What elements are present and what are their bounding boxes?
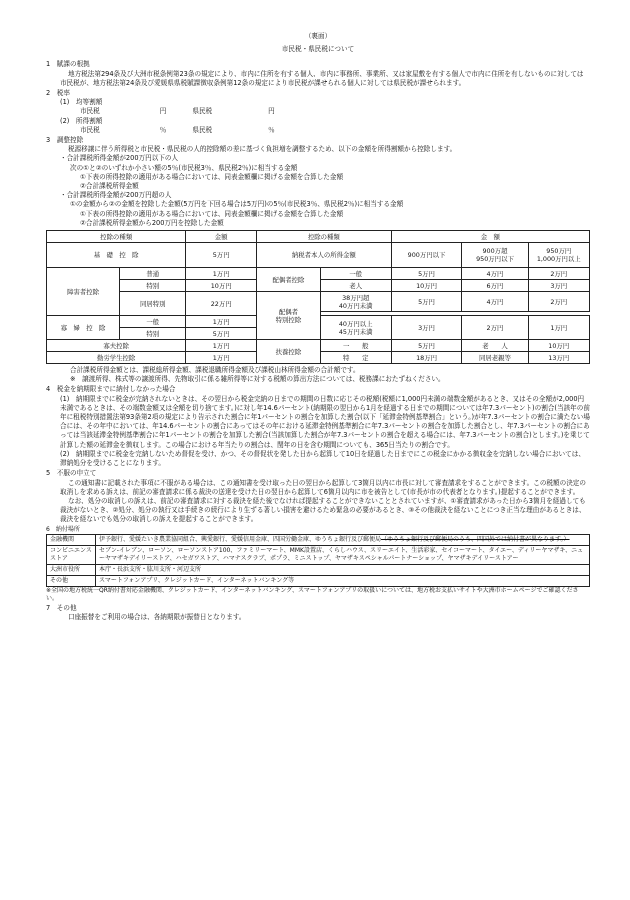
s3-a-2: ①下表の所得控除の適用がある場合においては、同表金額欄に掲げる金額を合算した金額 xyxy=(80,172,344,181)
side-label: （裏面） xyxy=(304,32,332,40)
s3-b-3: ②合計課税所得金額から200万円を控除した金額 xyxy=(80,218,224,227)
table-row: 寡 婦 控 除 一般 1万円 40万円以上 45万円未満 3万円 2万円 1万円 xyxy=(47,316,590,328)
payment-places-table xyxy=(46,534,590,587)
s3-body: 税源移譲に伴う所得税と市民税・県民税の人的控除額の差に基づく負担増を調整するため、以下の金額を所得割額から控除します。 xyxy=(68,145,457,154)
s3-b-1: ①の金額から②の金額を控除した金額(5万円を下回る場合は5万円)の5％(市民税3％、県民税2％)に相当する金額 xyxy=(70,200,404,209)
table-row: 寡夫控除 1万円 扶養控除 一 般 5万円 老 人 10万円 xyxy=(47,340,590,352)
table-row: 金融機関 伊予銀行、愛媛たいき農業協同組合、興愛銀行、愛媛信用金庫、四国労働金庫、ゆうちょ銀行及び郵便局（ゆうちょ銀行及び郵便局のうち、四国外では納付書が異なります。） xyxy=(47,534,590,545)
note-2: ※ 譲渡所得、株式等の譲渡所得、先物取引に係る雑所得等に対する税額の算出方法については、税務課におたずねください。 xyxy=(70,375,445,384)
s3-b-head: ・合計課税所得金額が200万円超の人 xyxy=(60,191,172,200)
s2-p1: (1) 均等割額 xyxy=(60,98,103,107)
s3-b-2: ①下表の所得控除の適用がある場合においては、同表金額欄に掲げる金額を合算した金額 xyxy=(80,209,344,218)
s4-heading: 4 税金を納期限までに納付しなかった場合 xyxy=(46,385,176,394)
note-1: 合計課税所得金額とは、課税総所得金額、課税退職所得金額及び課税山林所得金額の合計額です。 xyxy=(70,366,360,375)
s7-body: 口座振替をご利用の場合は、各納期限が振替日となります。 xyxy=(68,612,246,621)
page-title: 市民税・県民税について xyxy=(281,45,355,54)
s2-p2: (2) 所得割額 xyxy=(60,116,103,125)
s6-heading: 6 納付場所 xyxy=(46,525,80,533)
s1-body: 地方税法第294条及び大洲市税条例第23条の規定により、市内に住所を有する個人、市内に事務所、事業所、又は家屋敷を有する個人で市内に住所を有しないものに対しては市民税が、地方税法第24条及び愛媛県県税賦課徴収条例第12条の規定により市民税が課せられる個人に対しては県民税が課せられます。 xyxy=(60,69,584,87)
s3-a-3: ②合計課税所得金額 xyxy=(80,182,139,191)
table-row: 大洲市役所 本庁・長浜支所・肱川支所・河辺支所 xyxy=(47,564,590,575)
table-row: その他 スマートフォンアプリ、クレジットカード、インターネットバンキング等 xyxy=(47,575,590,586)
s5-p2: なお、処分の取消しの訴えは、前記の審査請求に対する裁決を経た後でなければ提起することができないこととされていますが、①審査請求があった日から3箇月を経過しても裁決がないとき、②処分、処分の執行又は手続きの続行により生ずる著しい損害を避けるため緊急の必要があるとき、③その他裁決を経ないことにつき正当な理由があるときは、裁決を経ないでも処分の取消しの訴えを提起することができます。 xyxy=(60,496,586,524)
s2-p2-row: 市民税 ％ 県民税 ％ xyxy=(80,125,275,134)
s2-heading: 2 税率 xyxy=(46,89,70,98)
table-row: 勤労学生控除 1万円 特 定 18万円 同居老親等 13万円 xyxy=(47,352,590,364)
table-row: 控除の種類 金額 控除の種類 金 額 xyxy=(47,231,590,243)
deduction-table xyxy=(46,230,590,364)
s7-heading: 7 その他 xyxy=(46,603,77,612)
table-row: 基 礎 控 除 5万円 納税者本人の所得金額 900万円以下 900万超 950万円以下 950万円 1,000万円以上 xyxy=(47,243,590,268)
s5-heading: 5 不服の申立て xyxy=(46,469,97,478)
table-row: 障害者控除 普通 1万円 配偶者控除 一般 5万円 4万円 2万円 xyxy=(47,268,590,280)
s6-note: ※全国の地方税統一QR納付書対応金融機関、クレジットカード、インターネットバンキング、スマートフォンアプリの取扱いについては、地方税お支払いサイトや大洲市ホームページでご確認ください。 xyxy=(46,586,579,602)
s1-heading: 1 賦課の根拠 xyxy=(46,60,90,69)
s3-a-1: 次の①と②のいずれか小さい額の5％(市民税3％、県民税2％)に相当する金額 xyxy=(70,163,298,172)
s3-a-head: ・合計課税所得金額が200万円以下の人 xyxy=(60,154,179,163)
s2-p1-row: 市民税 円 県民税 円 xyxy=(80,107,275,116)
table-row: 特別 5万円 xyxy=(47,328,590,340)
table-row: 同居特別 22万円 配偶者 特別控除 38万円超 40万円未満 5万円 4万円 2万円 xyxy=(47,292,590,312)
s4-p1: (1) 納期限までに税金が完納されないときは、その翌日から税金完納の日までの期間の日数に応じその税額(税額に1,000円未満の端数金額があるとき、又はその全額が2,000円未満であるときは、その端数金額又は全額を切り捨てます。)に対し年14.6パーセント(納期限の翌日から1月を経過する日までの期間については年7.3パーセント)の割合(当該年の前年に租税特別措置法第93条第2項の規定により告示された割合に年1パーセントの割合を加算した割合(以下「延滞金特例基準割合」という。)が年7.3パーセントの割合に満たない場合には、その年中においては、年14.6パーセントの割合にあってはその年における延滞金特例基準割合に年7.3パーセントの割合を加算した割合とし、年7.3パーセントの割合にあっては当該延滞金特例基準割合に年1パーセントの割合を加算した割合(当該加算した割合が年7.3パーセントの割合を超える場合には、年7.3パーセントの割合)とします。)を乗じて計算した額の延滞金を徴収します。この場合における年当たりの割合は、閏年の日を含む期間についても、365日当たりの割合です。 xyxy=(60,394,590,449)
s5-p1: この通知書に記載された事項に不服がある場合は、この通知書を受け取った日の翌日から起算して3箇月以内に市長に対して審査請求をすることができます。この税額の決定の取消しを求める訴えは、前記の審査請求に係る裁決の送達を受けた日の翌日から起算して6箇月以内に市を被告として(市長が市の代表者となります。)提起することができます。 xyxy=(60,478,586,496)
table-row: 特別 10万円 老人 10万円 6万円 3万円 xyxy=(47,280,590,292)
s4-p2: (2) 納期限までに税金を完納しないため督促を受け、かつ、その督促状を発した日から起算して10日を経過した日までにこの税金にかかる徴収金を完納しない場合においては、滞納処分を受けることになります。 xyxy=(60,449,585,468)
table-row: コンビニエンスストア セブン-イレブン、ローソン、ローソンストア100、ファミリーマート、MMK設置店、くらしハウス、スリーエイト、生活彩家、セイコーマート、タイエー、ディリーヤマザキ、ニューヤマザキデイリーストア、ハセガワストア、ハマナスクラブ、ポプラ、ミニストップ、ヤマザキスペシャルパートナーショップ、ヤマザキデイリーストアー xyxy=(47,545,590,564)
s3-heading: 3 調整控除 xyxy=(46,136,84,145)
